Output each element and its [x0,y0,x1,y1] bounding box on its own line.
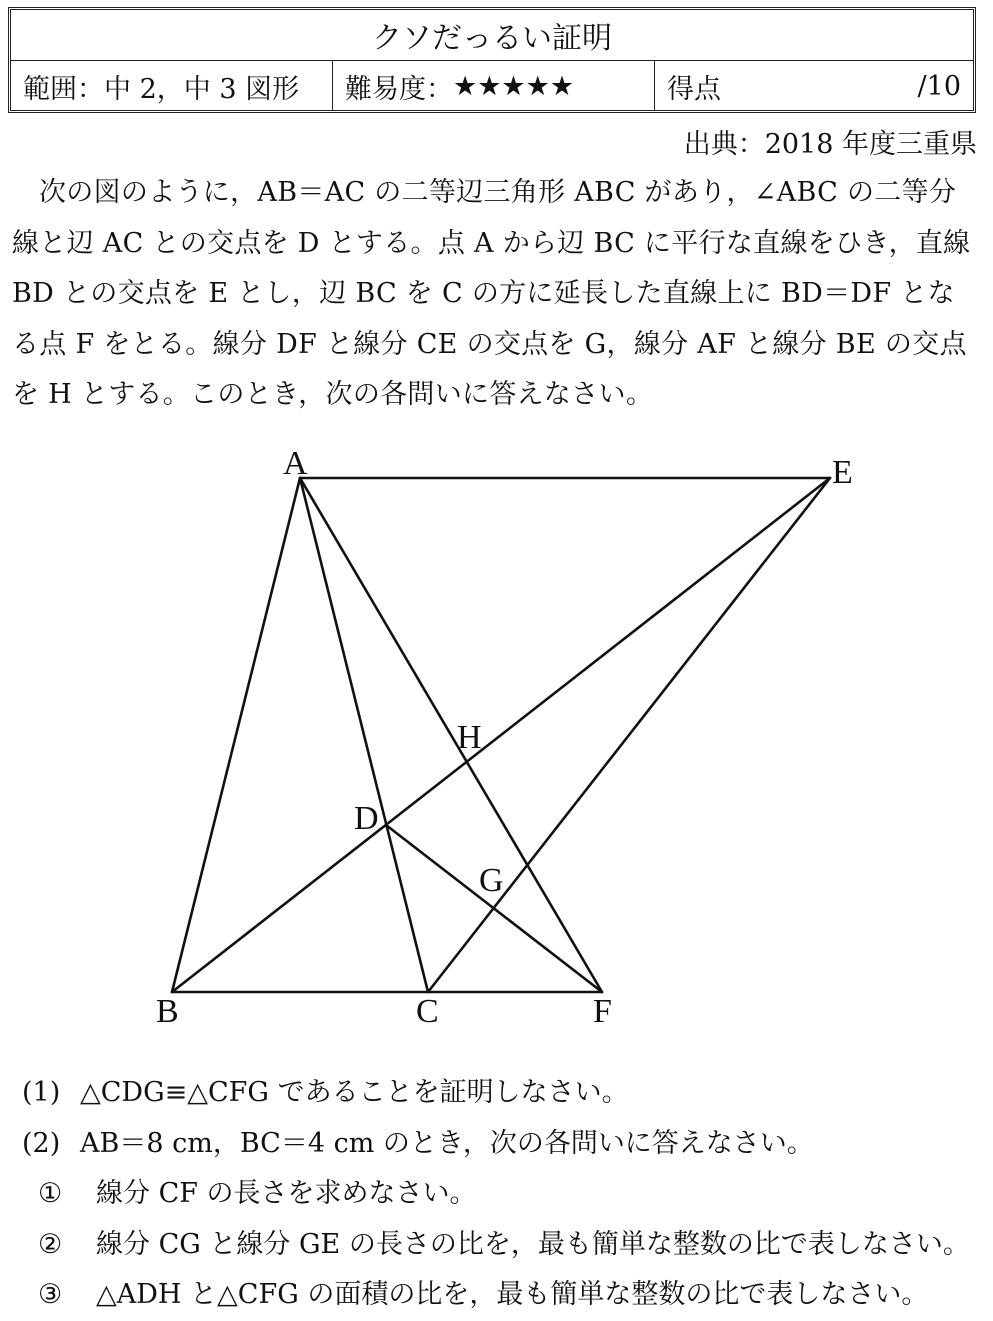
worksheet-title: クソだっるい証明 [11,10,973,61]
label-G: G [479,862,504,899]
label-A: A [283,445,308,482]
difficulty-stars-icon: ★★★★★ [453,70,575,102]
label-C: C [416,993,439,1030]
segment-DF [386,825,602,992]
question-text: △CDG≡△CFG であることを証明しなさい。 [80,1077,629,1108]
subquestion-text: 線分 CF の長さを求めなさい。 [96,1178,477,1209]
problem-text: 次の図のように，AB＝AC の二等辺三角形 ABC があり，∠ABC の二等分線と辺 AC との交点を D とする。点 A から辺 BC に平行な直線をひき，直線 BD との交点を E とし，辺 BC を C の方に延長した直線上に BD＝DF となる点 F をとる。線分 DF と線分 CE の交点を G，線分 AF と線分 BE の交点を H とする。このとき，次の各問いに答えなさい。 [12,177,971,410]
subquestion-number: ② [38,1228,63,1260]
range-cell: 範囲：中 2，中 3 図形 [11,61,333,111]
label-F: F [593,993,612,1030]
segment-AC [300,478,428,992]
label-H: H [457,719,482,756]
question-1 [22,1068,970,1119]
question-number: (2) [22,1127,61,1159]
question-number: (1) [22,1077,61,1108]
label-D: D [354,800,379,837]
subquestion-number: ③ [38,1279,63,1310]
label-B: B [156,993,179,1030]
score-label: 得点 [667,73,721,105]
source-citation: 出典：2018 年度三重県 [683,129,977,160]
subquestion-text: △ADH と△CFG の面積の比を，最も簡単な整数の比で表しなさい。 [96,1279,929,1310]
difficulty-label: 難易度： [345,73,453,105]
question-2 [22,1119,970,1170]
score-total: /10 [917,70,961,102]
question-list [22,1068,970,1321]
subquestion-3 [22,1270,970,1321]
question-text: AB＝8 cm，BC＝4 cm のとき，次の各問いに答えなさい。 [80,1127,814,1159]
segment-AB [172,478,300,992]
label-E: E [832,454,853,491]
subquestion-1 [22,1169,970,1220]
subquestion-number: ① [38,1178,63,1209]
subquestion-text: 線分 CG と線分 GE の長さの比を，最も簡単な整数の比で表しなさい。 [96,1228,970,1260]
segment-CE [428,478,830,992]
subquestion-2 [22,1220,970,1271]
segment-AF [300,478,602,992]
